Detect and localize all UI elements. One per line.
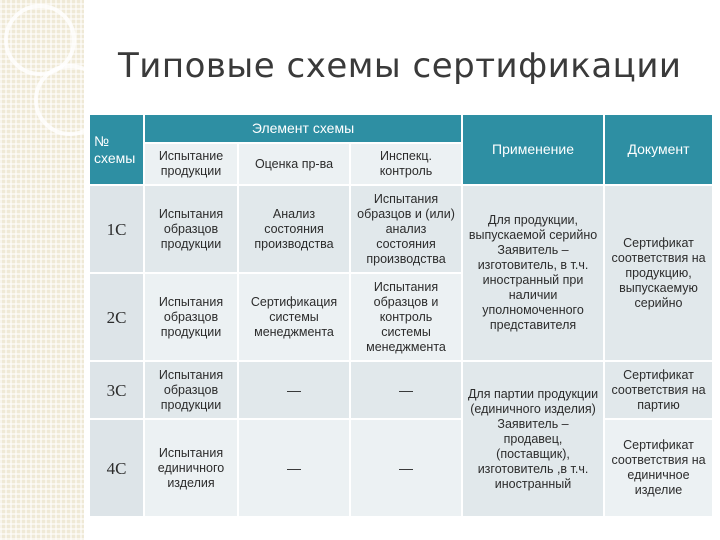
cell-testing: Испытания образцов продукции	[145, 274, 237, 360]
cell-testing: Испытания образцов продукции	[145, 362, 237, 418]
scheme-number: 3С	[90, 362, 143, 418]
cell-assessment: —	[239, 362, 349, 418]
cell-testing: Испытания образцов продукции	[145, 186, 237, 272]
header-testing: Испытание продукции	[145, 144, 237, 184]
header-inspection: Инспекц. контроль	[351, 144, 461, 184]
header-document: Документ	[605, 115, 712, 184]
cell-application-batch: Для партии продукции (единичного изделия) Заявитель – продавец, (поставщик), изготовитель ,в т.ч. иностранный	[463, 362, 603, 516]
certification-schemes-table	[88, 113, 714, 518]
header-element-scheme: Элемент схемы	[145, 115, 461, 142]
cell-document-serial: Сертификат соответствия на продукцию, выпускаемую серийно	[605, 186, 712, 360]
cell-testing: Испытания единичного изделия	[145, 420, 237, 516]
page-title: Типовые схемы сертификации	[118, 46, 682, 86]
cell-document-batch: Сертификат соответствия на партию	[605, 362, 712, 418]
header-assessment: Оценка пр-ва	[239, 144, 349, 184]
scheme-number: 2С	[90, 274, 143, 360]
cell-inspection: —	[351, 420, 461, 516]
cell-inspection: Испытания образцов и (или) анализ состояния производства	[351, 186, 461, 272]
cell-inspection: —	[351, 362, 461, 418]
scheme-number: 1С	[90, 186, 143, 272]
cell-document-single: Сертификат соответствия на единичное изделие	[605, 420, 712, 516]
cell-inspection: Испытания образцов и контроль системы менеджмента	[351, 274, 461, 360]
header-scheme-number: № схемы	[90, 115, 143, 184]
cell-assessment: —	[239, 420, 349, 516]
cell-assessment: Сертификация системы менеджмента	[239, 274, 349, 360]
cell-assessment: Анализ состояния производства	[239, 186, 349, 272]
cell-application-serial: Для продукции, выпускаемой серийно Заявитель – изготовитель, в т.ч. иностранный при наличии уполномоченного представителя	[463, 186, 603, 360]
header-application: Применение	[463, 115, 603, 184]
scheme-number: 4С	[90, 420, 143, 516]
